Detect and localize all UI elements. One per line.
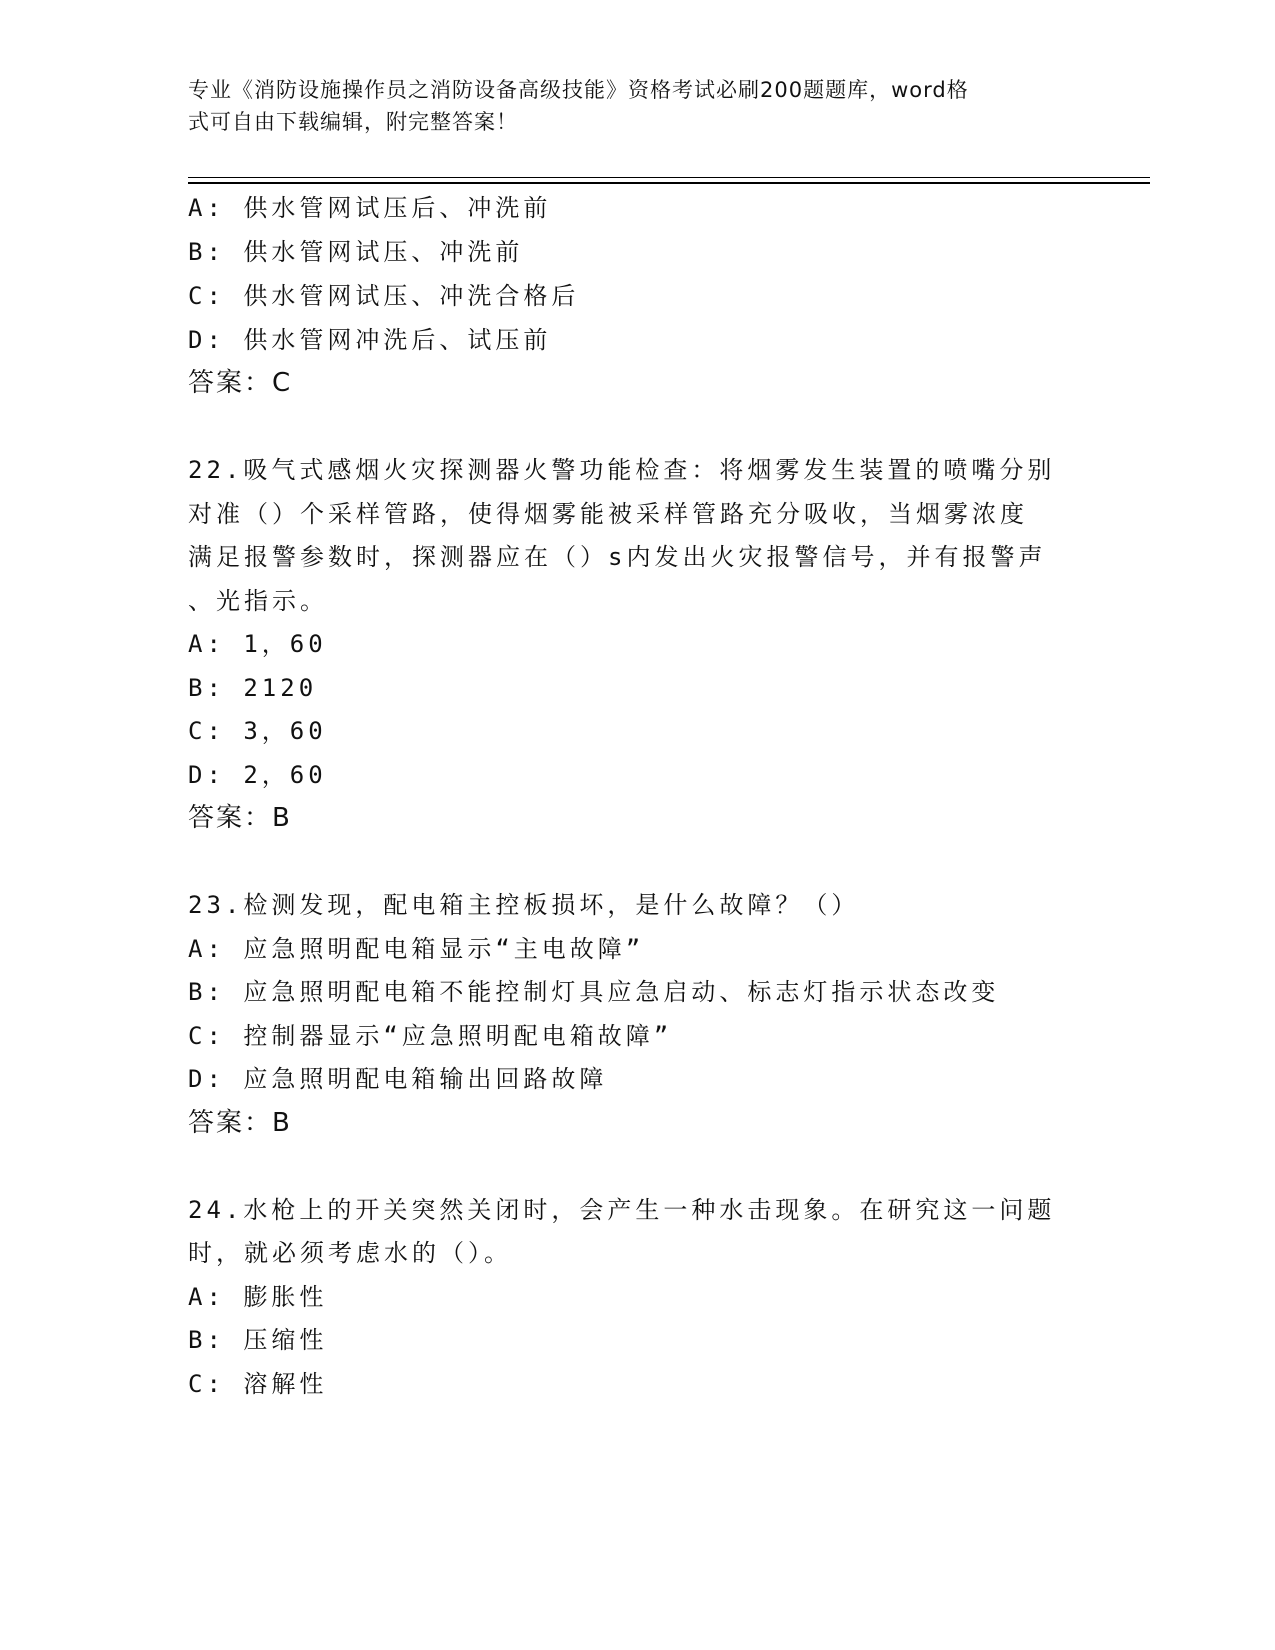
q23-option-d: D: 应急照明配电箱输出回路故障 bbox=[188, 1065, 608, 1093]
header-line-1: 专业《消防设施操作员之消防设备高级技能》资格考试必刷200题题库，word格 bbox=[188, 78, 969, 102]
q22-option-d: D: 2，60 bbox=[188, 761, 327, 789]
document-header bbox=[188, 74, 1078, 138]
q22-stem-line-2: 对准（）个采样管路，使得烟雾能被采样管路充分吸收，当烟雾浓度 bbox=[188, 500, 1028, 528]
q23-answer: 答案：B bbox=[188, 1108, 292, 1138]
q22-answer: 答案：B bbox=[188, 803, 292, 833]
q21-option-a: A: 供水管网试压后、冲洗前 bbox=[188, 194, 552, 222]
header-line-2: 式可自由下载编辑，附完整答案！ bbox=[188, 110, 518, 134]
q24-stem-line-1: 24.水枪上的开关突然关闭时，会产生一种水击现象。在研究这一问题 bbox=[188, 1196, 1056, 1224]
q23-stem-line-1: 23.检测发现，配电箱主控板损坏，是什么故障？（） bbox=[188, 891, 860, 919]
header-divider-thin bbox=[188, 177, 1150, 178]
q23-option-c: C: 控制器显示“应急照明配电箱故障” bbox=[188, 1022, 673, 1050]
q22-stem-line-4: 、光指示。 bbox=[188, 587, 328, 615]
q21-option-b: B: 供水管网试压、冲洗前 bbox=[188, 238, 524, 266]
q22-stem-line-1: 22.吸气式感烟火灾探测器火警功能检查：将烟雾发生装置的喷嘴分别 bbox=[188, 456, 1056, 484]
q22-option-c: C: 3，60 bbox=[188, 717, 327, 745]
q23-option-b: B: 应急照明配电箱不能控制灯具应急启动、标志灯指示状态改变 bbox=[188, 978, 1000, 1006]
q21-answer: 答案：C bbox=[188, 368, 293, 398]
q22-stem-line-3: 满足报警参数时，探测器应在（）s内发出火灾报警信号，并有报警声 bbox=[188, 543, 1047, 571]
q24-option-c: C: 溶解性 bbox=[188, 1370, 328, 1398]
q23-option-a: A: 应急照明配电箱显示“主电故障” bbox=[188, 935, 645, 963]
q24-option-a: A: 膨胀性 bbox=[188, 1283, 328, 1311]
q22-option-b: B: 2120 bbox=[188, 674, 318, 702]
q24-option-b: B: 压缩性 bbox=[188, 1326, 328, 1354]
q21-option-d: D: 供水管网冲洗后、试压前 bbox=[188, 326, 552, 354]
q22-option-a: A: 1，60 bbox=[188, 630, 327, 658]
header-divider-thick bbox=[188, 182, 1150, 184]
q24-stem-line-2: 时，就必须考虑水的（）。 bbox=[188, 1239, 512, 1267]
q21-option-c: C: 供水管网试压、冲洗合格后 bbox=[188, 282, 580, 310]
